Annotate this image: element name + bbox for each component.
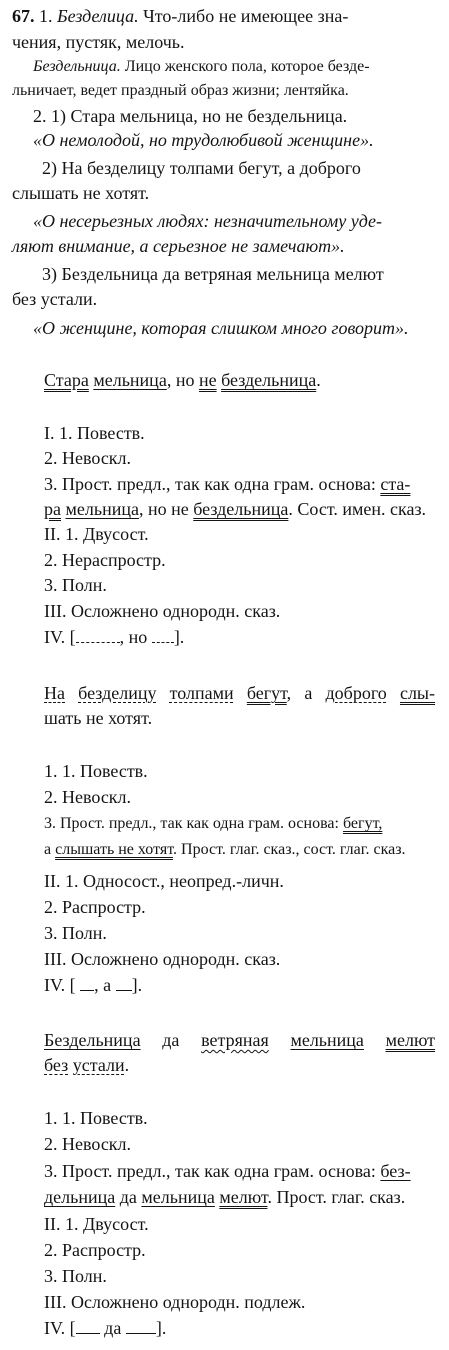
- analysis-2-line-3: 3. Прост. предл., так как одна грам. основа: бегут,: [44, 815, 383, 832]
- analysis-1-line-8: III. Осложнено однородн. сказ.: [44, 601, 281, 621]
- analysis-2-scheme: IV. [ , а ].: [44, 975, 143, 995]
- analysis-3-sentence-b: без устали.: [44, 1055, 130, 1075]
- proverb-1: 2. 1) Стара мельница, но не бездельница.: [33, 106, 348, 126]
- analysis-1-line-7: 3. Полн.: [44, 575, 107, 595]
- proverb-2-comment: «О несерьезных людях: незначительному уде-: [33, 211, 383, 231]
- proverb-2-b: слышать не хотят.: [12, 183, 150, 203]
- analysis-3-line-1: 1. 1. Повеств.: [44, 1108, 148, 1128]
- proverb-2: 2) На безделицу толпами бегут, а доброго: [42, 158, 361, 178]
- analysis-3-line-5: II. 1. Двусост.: [44, 1214, 149, 1234]
- analysis-3-scheme: IV. [ да ].: [44, 1318, 167, 1338]
- proverb-1-comment: «О немолодой, но трудолюбивой женщине».: [33, 130, 374, 150]
- analysis-1-line-3: 3. Прост. предл., так как одна грам. основа: ста-: [44, 474, 411, 494]
- exercise-header: 67. 1. Безделица. Что-либо не имеющее зна-: [12, 6, 349, 26]
- scheme-blank: [80, 976, 94, 991]
- proverb-2-comment-b: ляют внимание, а серьезное не замечают».: [12, 236, 345, 256]
- analysis-2-line-2: 2. Невоскл.: [44, 787, 132, 807]
- analysis-3-line-7: 3. Полн.: [44, 1266, 107, 1286]
- proverb-3-comment: «О женщине, которая слишком много говорит».: [33, 318, 409, 338]
- analysis-1-line-2: 2. Невоскл.: [44, 448, 132, 468]
- scheme-blank: [76, 1319, 100, 1334]
- scheme-blank: [76, 628, 120, 643]
- scheme-blank: [152, 628, 174, 643]
- proverb-3-b: без устали.: [12, 289, 98, 309]
- analysis-3-line-3: 3. Прост. предл., так как одна грам. основа: без-: [44, 1161, 411, 1181]
- analysis-2-sentence: На безделицу толпами бегут, а доброго слы-: [44, 683, 436, 703]
- analysis-3-line-6: 2. Распростр.: [44, 1240, 146, 1260]
- analysis-1-sentence: Стара мельница, но не бездельница.: [44, 370, 321, 390]
- definition-2-line-b: льничает, ведет праздный образ жизни; лентяйка.: [12, 82, 349, 99]
- analysis-2-line-5: II. 1. Односост., неопред.-личн.: [44, 871, 284, 891]
- analysis-2-line-1: 1. 1. Повеств.: [44, 761, 148, 781]
- scheme-blank: [126, 1319, 156, 1334]
- proverb-3: 3) Бездельница да ветряная мельница мелют: [42, 264, 384, 284]
- analysis-3-sentence: Бездельница да ветряная мельница мелют: [44, 1030, 436, 1050]
- definition-line: чения, пустяк, мелочь.: [12, 32, 185, 52]
- analysis-3-line-2: 2. Невоскл.: [44, 1134, 132, 1154]
- analysis-3-line-4: дельница да мельница мелют. Прост. глаг. сказ.: [44, 1187, 406, 1207]
- analysis-2-line-6: 2. Распростр.: [44, 897, 146, 917]
- analysis-1-scheme: IV. [ , но ].: [44, 627, 185, 647]
- analysis-2-line-8: III. Осложнено однородн. сказ.: [44, 949, 281, 969]
- analysis-2-line-4: а слышать не хотят. Прост. глаг. сказ., сост. глаг. сказ.: [44, 841, 406, 858]
- analysis-3-line-8: III. Осложнено однородн. подлеж.: [44, 1292, 306, 1312]
- analysis-2-line-7: 3. Полн.: [44, 923, 107, 943]
- analysis-1-line-6: 2. Нераспростр.: [44, 550, 166, 570]
- definition-2-line: Бездельница. Лицо женского пола, которое безде-: [33, 58, 370, 75]
- analysis-1-line-4: ра мельница, но не бездельница. Сост. имен. сказ.: [44, 499, 427, 519]
- analysis-2-sentence-b: шать не хотят.: [44, 708, 153, 728]
- analysis-1-line-1: I. 1. Повеств.: [44, 423, 145, 443]
- analysis-1-line-5: II. 1. Двусост.: [44, 524, 149, 544]
- scheme-blank: [116, 976, 132, 991]
